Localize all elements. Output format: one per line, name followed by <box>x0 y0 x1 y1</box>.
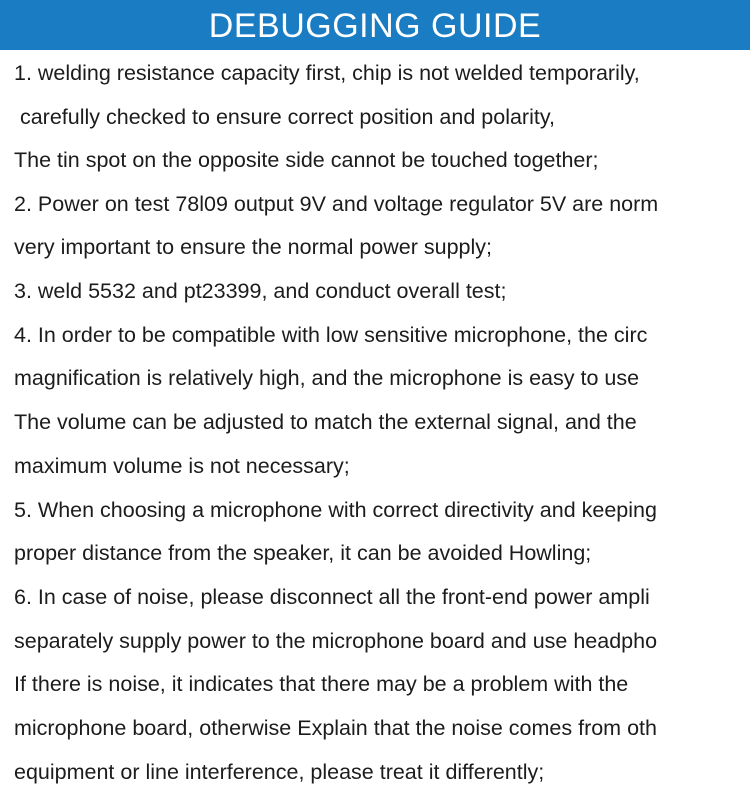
guide-line: carefully checked to ensure correct position and polarity, <box>14 105 555 129</box>
guide-line: magnification is relatively high, and the microphone is easy to use <box>14 366 640 390</box>
guide-line: very important to ensure the normal power supply; <box>14 235 493 259</box>
guide-line: 4. In order to be compatible with low sensitive microphone, the circ <box>14 323 648 347</box>
guide-line: 5. When choosing a microphone with correct directivity and keeping <box>14 498 657 522</box>
guide-line: 6. In case of noise, please disconnect all the front-end power ampli <box>14 585 650 609</box>
guide-line: If there is noise, it indicates that there may be a problem with the <box>14 672 629 696</box>
guide-line: The tin spot on the opposite side cannot be touched together; <box>14 148 599 172</box>
guide-line: maximum volume is not necessary; <box>14 454 350 478</box>
guide-line: 2. Power on test 78l09 output 9V and voltage regulator 5V are norm <box>14 192 659 216</box>
page-title: DEBUGGING GUIDE <box>208 7 542 45</box>
guide-body <box>0 51 750 794</box>
guide-line: equipment or line interference, please treat it differently; <box>14 760 545 784</box>
guide-line: microphone board, otherwise Explain that the noise comes from oth <box>14 716 657 740</box>
guide-line: The volume can be adjusted to match the external signal, and the <box>14 410 637 434</box>
guide-line: proper distance from the speaker, it can be avoided Howling; <box>14 541 592 565</box>
guide-line: separately supply power to the microphone board and use headpho <box>14 629 658 653</box>
guide-line: 3. weld 5532 and pt23399, and conduct overall test; <box>14 279 507 303</box>
header-banner <box>0 0 750 50</box>
guide-line: 1. welding resistance capacity first, chip is not welded temporarily, <box>14 61 640 85</box>
